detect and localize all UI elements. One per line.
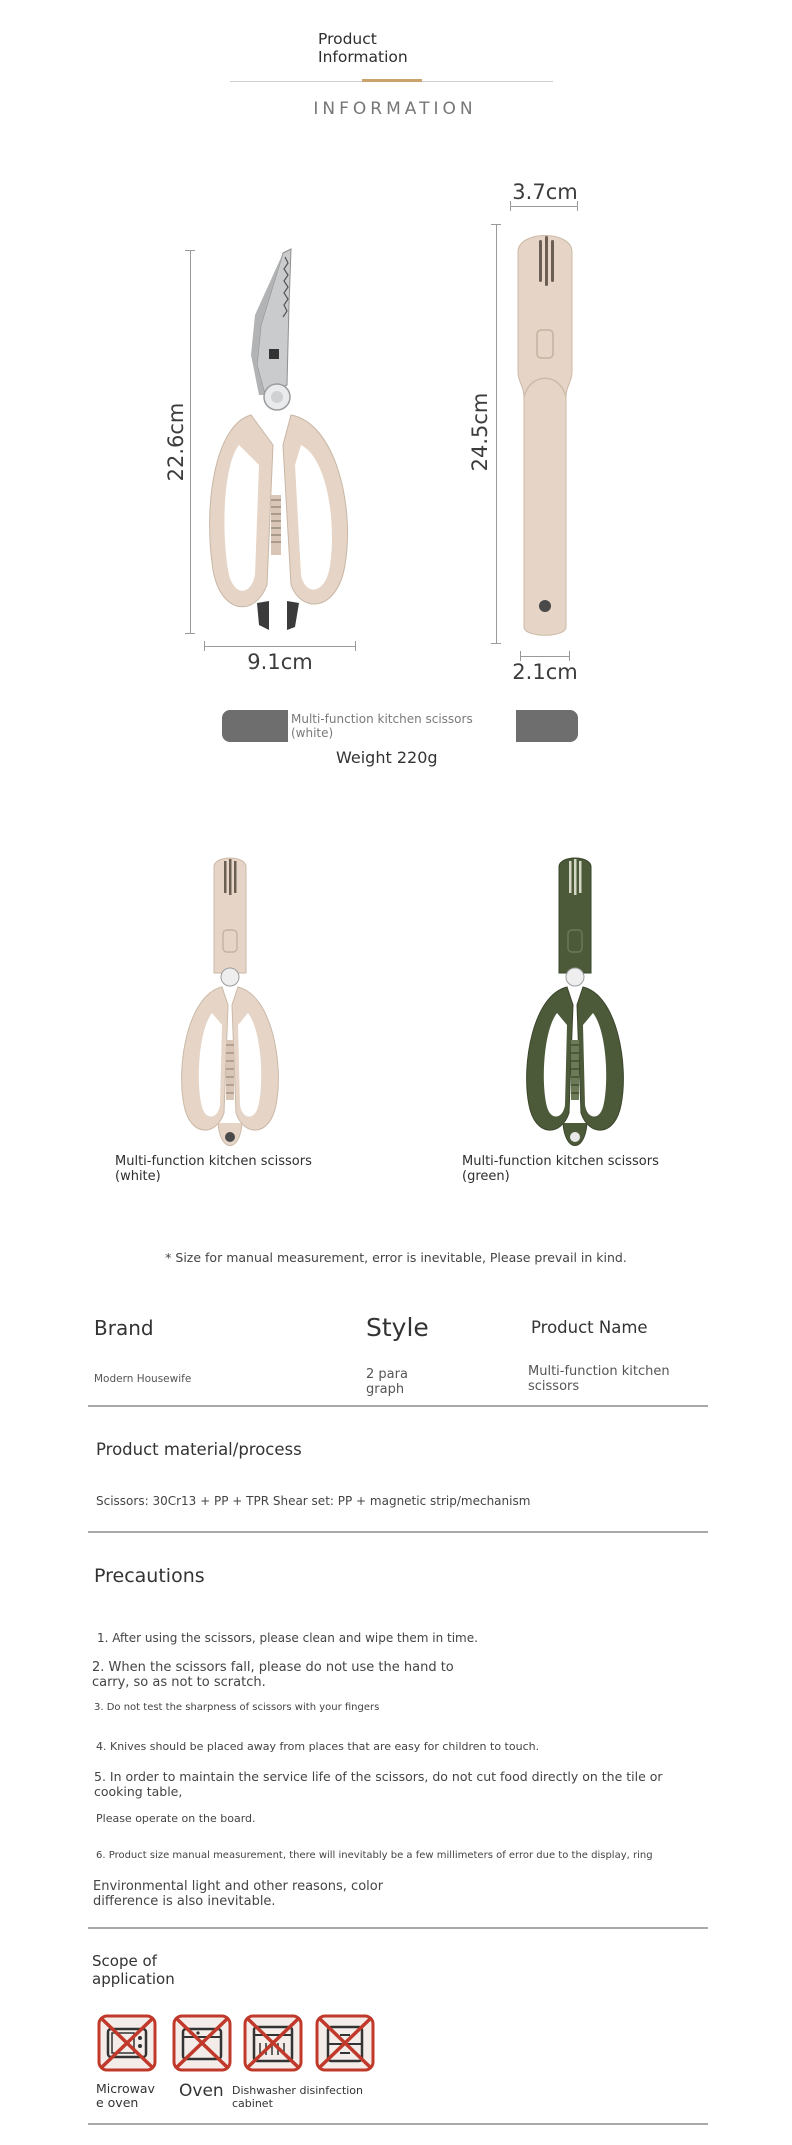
brand-header: Brand [94,1316,154,1340]
variant-white-illustration [170,855,290,1155]
brand-value: Modern Housewife [94,1373,192,1385]
variant-white-caption: Multi-function kitchen scissors (white) [115,1154,312,1184]
sheath-width-label: 3.7cm [512,180,578,204]
material-text: Scissors: 30Cr13 + PP + TPR Shear set: PP + magnetic strip/mechanism [96,1494,531,1508]
variant-green-caption: Multi-function kitchen scissors (green) [462,1154,659,1184]
precaution-6-cont: Environmental light and other reasons, color difference is also inevitable. [93,1879,384,1909]
disinfection-cabinet-prohibited-icon [314,2013,376,2073]
sheath-height-label: 24.5cm [468,392,492,472]
variant-green-illustration [515,855,635,1155]
tick [185,633,195,634]
sheath-illustration [510,222,580,642]
precaution-2: 2. When the scissors fall, please do not use the hand to carry, so as not to scratch. [92,1660,454,1690]
sheath-thickness-line [520,656,570,657]
precaution-6: 6. Product size manual measurement, there will inevitably be a few millimeters of error due to the display, ring [96,1850,653,1861]
product-name-header: Product Name [531,1318,648,1337]
tick [355,641,356,651]
sheath-height-line [496,224,497,644]
tick [185,250,195,251]
header-accent-bar [362,79,422,82]
scope-title: Scope of application [92,1952,175,1988]
header-title: Product Information [318,30,408,66]
precaution-3: 3. Do not test the sharpness of scissors with your fingers [94,1702,380,1713]
bottom-rule [88,2123,708,2125]
dishwasher-prohibited-icon [242,2013,304,2073]
precautions-rule [88,1927,708,1929]
tick [204,641,205,651]
style-header: Style [366,1313,429,1342]
dishwasher-caption: Dishwasher disinfection cabinet [232,2084,364,2110]
microwave-prohibited-icon [96,2013,158,2073]
precaution-5: 5. In order to maintain the service life of the scissors, do not cut food directly on the tile or cooking table, [94,1769,663,1799]
precautions-title: Precautions [94,1565,205,1587]
sheath-thickness-label: 2.1cm [512,660,578,684]
microwave-caption: Microwave oven [96,2081,155,2110]
scissors-width-line [204,646,356,647]
material-rule [88,1531,708,1533]
label-pill-left [222,710,288,742]
product-label: Multi-function kitchen scissors (white) [291,712,473,740]
measurement-note: * Size for manual measurement, error is inevitable, Please prevail in kind. [165,1250,627,1265]
oven-caption: Oven [179,2081,224,2101]
precaution-1: 1. After using the scissors, please clean and wipe them in time. [97,1631,478,1645]
tick [491,643,501,644]
oven-prohibited-icon [171,2013,233,2073]
material-title: Product material/process [96,1440,302,1459]
header-subtitle: INFORMATION [313,99,477,119]
table-rule [88,1405,708,1407]
product-name-value: Multi-function kitchen scissors [528,1364,670,1394]
scissors-width-label: 9.1cm [247,650,313,674]
tick [491,224,501,225]
scissors-height-label: 22.6cm [164,402,188,482]
weight-label: Weight 220g [336,748,438,767]
style-value: 2 para graph [366,1367,408,1397]
scissors-height-line [190,250,191,634]
label-pill-right [516,710,578,742]
precaution-4: 4. Knives should be placed away from places that are easy for children to touch. [96,1740,540,1753]
scissors-illustration [195,245,370,640]
precaution-5-cont: Please operate on the board. [96,1812,256,1825]
sheath-width-line [510,206,578,207]
